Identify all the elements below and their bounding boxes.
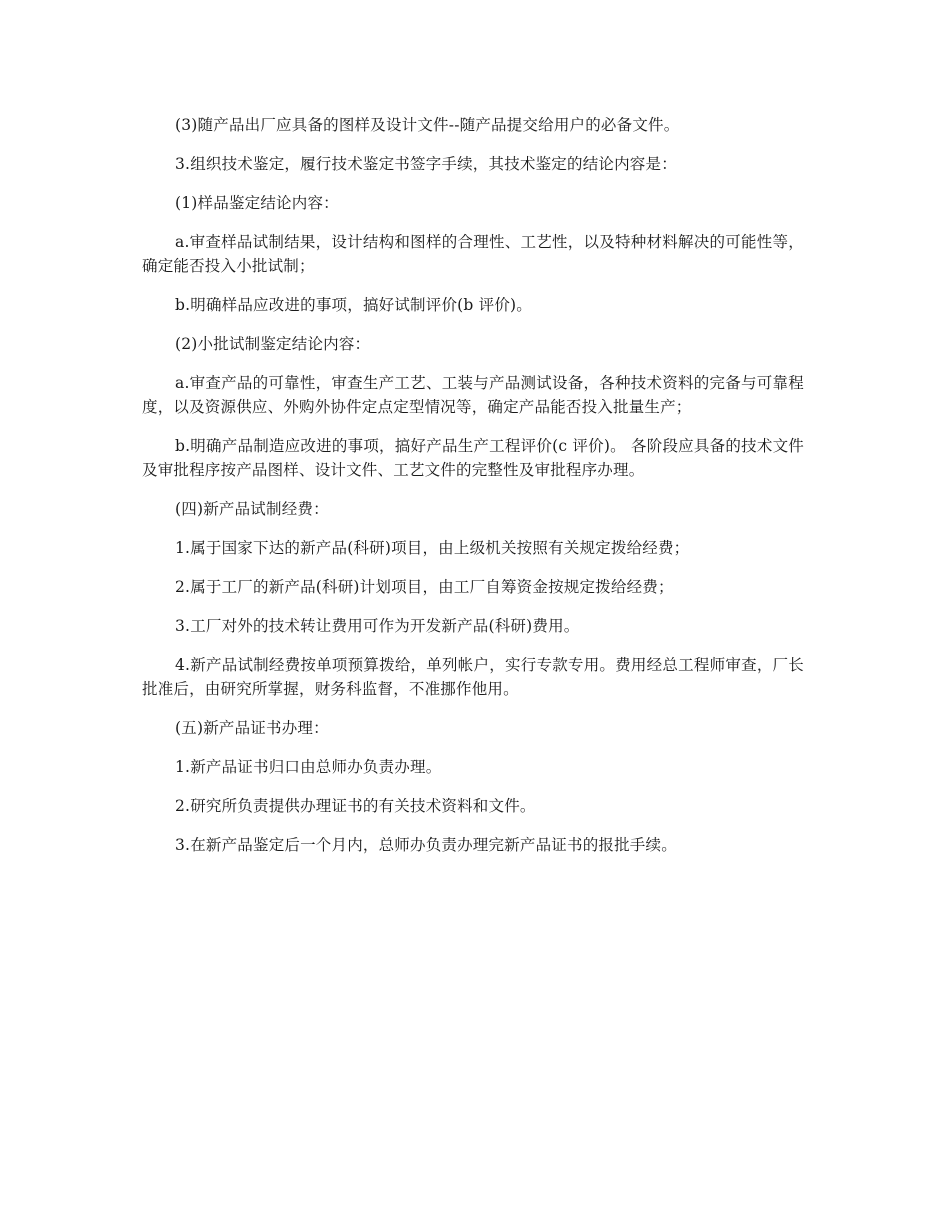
paragraph-funding-transfer: 3.工厂对外的技术转让费用可作为开发新产品(科研)费用。 bbox=[175, 617, 580, 635]
paragraph-technical-appraisal: 3.组织技术鉴定，履行技术鉴定书签字手续，其技术鉴定的结论内容是： bbox=[175, 155, 677, 173]
paragraph-sample-conclusion-heading: (1)样品鉴定结论内容： bbox=[175, 194, 339, 212]
paragraph-small-batch-heading: (2)小批试制鉴定结论内容： bbox=[175, 335, 371, 353]
section-heading-certificate: (五)新产品证书办理： bbox=[175, 719, 329, 737]
paragraph-certificate-responsibility: 1.新产品证书归口由总师办负责办理。 bbox=[175, 758, 442, 776]
section-heading-funding: (四)新产品试制经费： bbox=[175, 500, 329, 518]
paragraph-funding-budget: 4.新产品试制经费按单项预算拨给，单列帐户，实行专款专用。费用经总工程师审查，厂长批准后，由研究所掌握，财务科监督，不准挪作他用。 bbox=[142, 656, 804, 698]
paragraph-funding-factory: 2.属于工厂的新产品(科研)计划项目，由工厂自筹资金按规定拨给经费； bbox=[175, 578, 674, 596]
paragraph-product-reliability: a.审查产品的可靠性，审查生产工艺、工装与产品测试设备，各种技术资料的完备与可靠程度，以及资源供应、外购外协件定点定型情况等，确定产品能否投入批量生产； bbox=[142, 374, 804, 416]
document-body bbox=[142, 113, 804, 872]
paragraph-sample-review: a.审查样品试制结果，设计结构和图样的合理性、工艺性，以及特种材料解决的可能性等，确定能否投入小批试制； bbox=[142, 233, 804, 275]
paragraph-funding-national: 1.属于国家下达的新产品(科研)项目，由上级机关按照有关规定拨给经费； bbox=[175, 539, 690, 557]
paragraph-sample-improvement: b.明确样品应改进的事项，搞好试制评价(b 评价)。 bbox=[175, 296, 532, 314]
paragraph-manufacturing-improvement: b.明确产品制造应改进的事项，搞好产品生产工程评价(c 评价)。 各阶段应具备的技术文件及审批程序按产品图样、设计文件、工艺文件的完整性及审批程序办理。 bbox=[142, 437, 804, 479]
paragraph-certificate-materials: 2.研究所负责提供办理证书的有关技术资料和文件。 bbox=[175, 797, 536, 815]
paragraph-design-documents: (3)随产品出厂应具备的图样及设计文件--随产品提交给用户的必备文件。 bbox=[175, 116, 680, 134]
paragraph-certificate-deadline: 3.在新产品鉴定后一个月内，总师办负责办理完新产品证书的报批手续。 bbox=[175, 836, 677, 854]
